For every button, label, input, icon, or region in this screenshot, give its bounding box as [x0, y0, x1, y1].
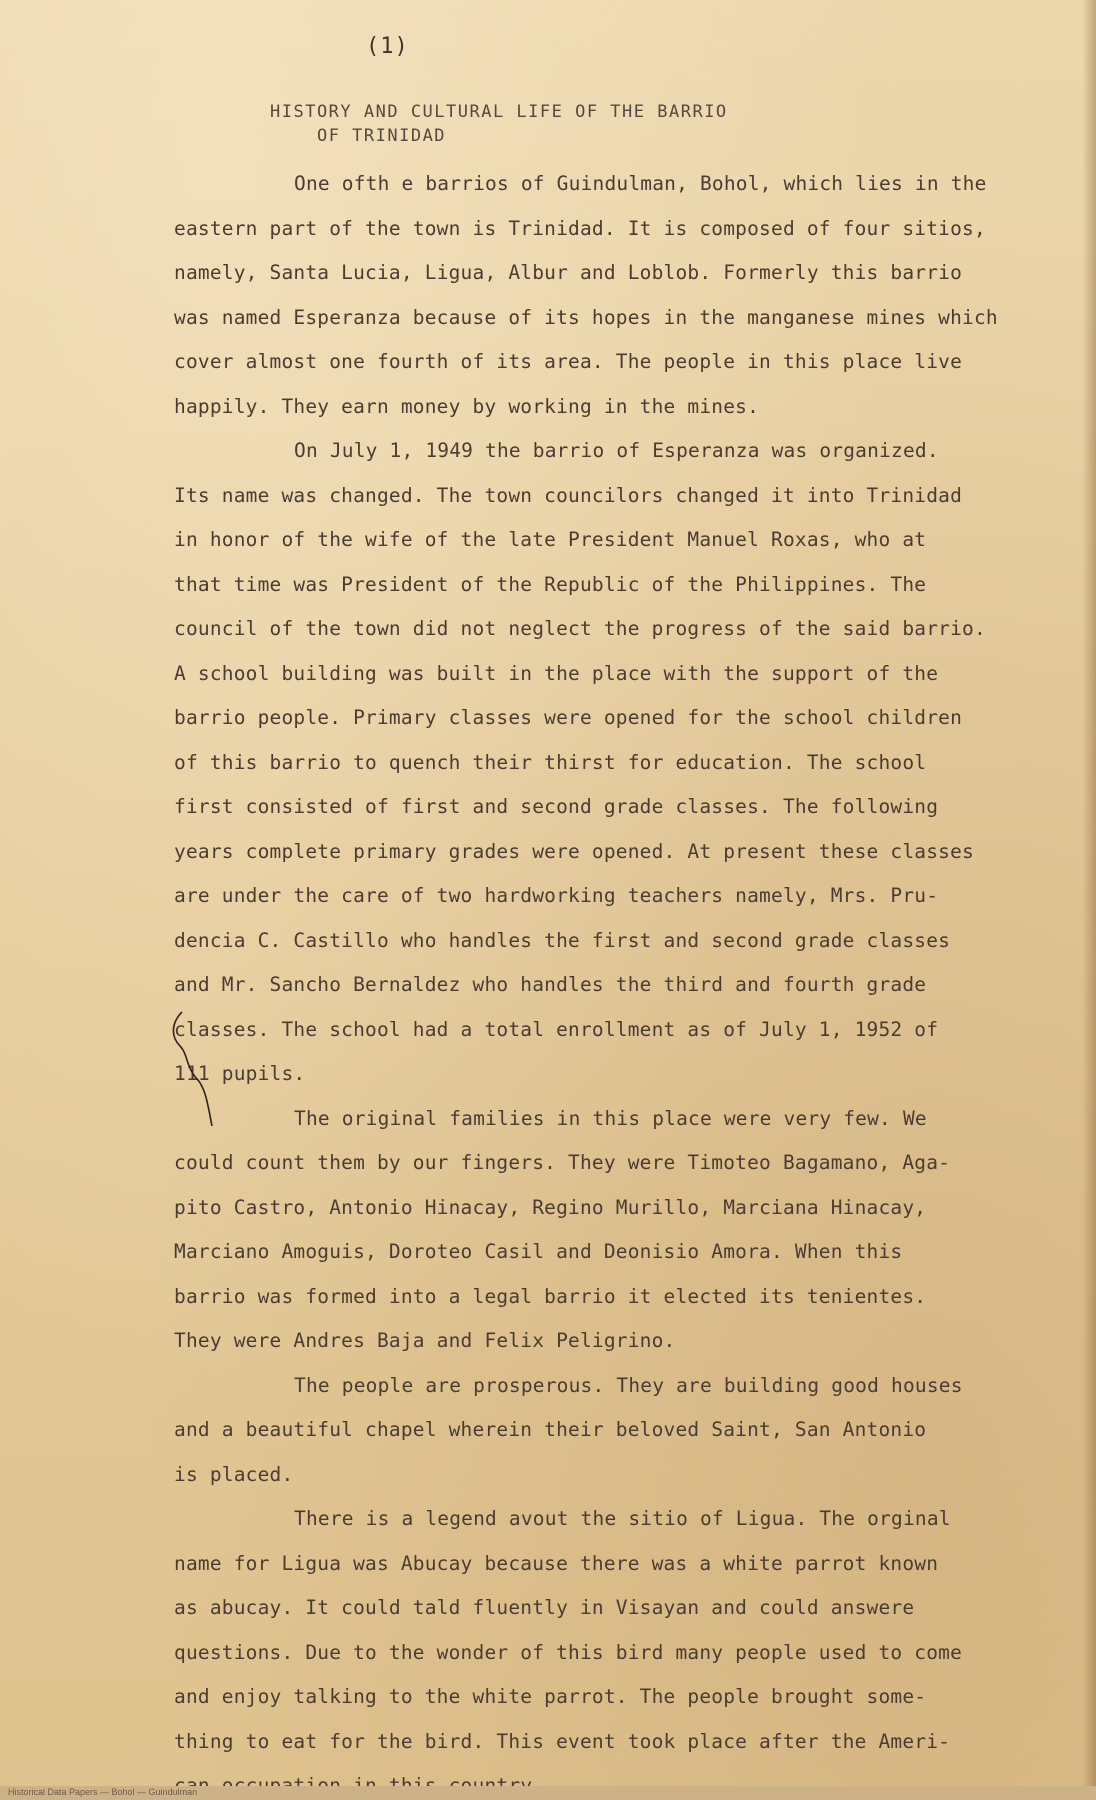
title-line-1: HISTORY AND CULTURAL LIFE OF THE BARRIO — [270, 102, 728, 122]
body-line: The people are prosperous. They are building good houses — [294, 1373, 963, 1397]
body-line: as abucay. It could tald fluently in Visayan and could answere — [174, 1596, 915, 1619]
body-line: of this barrio to quench their thirst for education. The school — [174, 750, 927, 774]
body-line: namely, Santa Lucia, Ligua, Albur and Loblob. Formerly this barrio — [174, 261, 963, 284]
body-line: are under the care of two hardworking teachers namely, Mrs. Pru- — [174, 884, 939, 907]
body-line: and Mr. Sancho Bernaldez who handles the third and fourth grade — [174, 973, 927, 996]
body-line: 111 pupils. — [174, 1062, 306, 1085]
body-line: is placed. — [174, 1462, 294, 1486]
body-line: eastern part of the town is Trinidad. It is composed of four sitios, — [174, 216, 986, 240]
body-line: and enjoy talking to the white parrot. The people brought some- — [174, 1685, 927, 1708]
body-line: years complete primary grades were opened. At present these classes — [174, 839, 974, 863]
page-number: (1) — [366, 34, 409, 59]
body-line: barrio people. Primary classes were opened for the school children — [174, 706, 963, 729]
body-line: was named Esperanza because of its hopes in the manganese mines which — [174, 305, 998, 329]
body-line: There is a legend avout the sitio of Ligua. The orginal — [294, 1507, 951, 1530]
title-line-2: OF TRINIDAD — [316, 126, 447, 146]
body-line: thing to eat for the bird. This event took place after the Ameri- — [174, 1729, 951, 1753]
body-line: classes. The school had a total enrollment as of July 1, 1952 of — [174, 1017, 939, 1041]
body-line: dencia C. Castillo who handles the first and second grade classes — [174, 928, 951, 952]
handwritten-margin-mark — [168, 1010, 228, 1130]
body-line: Its name was changed. The town councilors changed it into Trinidad — [174, 483, 963, 507]
document-title — [270, 100, 728, 148]
body-line: that time was President of the Republic of the Philippines. The — [174, 572, 927, 596]
body-line: in honor of the wife of the late President Manuel Roxas, who at — [174, 528, 927, 551]
body-line: first consisted of first and second grade classes. The following — [174, 795, 939, 818]
footer-caption: Historical Data Papers — Bohol — Guindulman — [8, 1787, 198, 1797]
body-line: pito Castro, Antonio Hinacay, Regino Murillo, Marciana Hinacay, — [174, 1195, 927, 1219]
body-line: Marciano Amoguis, Doroteo Casil and Deonisio Amora. When this — [174, 1240, 903, 1263]
body-line: barrio was formed into a legal barrio it elected its tenientes. — [174, 1284, 927, 1308]
body-line: council of the town did not neglect the progress of the said barrio. — [174, 617, 986, 640]
body-line: happily. They earn money by working in the mines. — [174, 394, 760, 418]
page-edge-shadow — [1082, 0, 1096, 1800]
body-line: On July 1, 1949 the barrio of Esperanza was organized. — [294, 439, 939, 462]
body-line: cover almost one fourth of its area. The people in this place live — [174, 350, 963, 373]
body-line: questions. Due to the wonder of this bird many people used to come — [174, 1640, 963, 1664]
body-line: The original families in this place were very few. We — [294, 1106, 927, 1130]
body-line: A school building was built in the place with the support of the — [174, 661, 939, 685]
body-line: name for Ligua was Abucay because there was a white parrot known — [174, 1551, 939, 1575]
body-line: could count them by our fingers. They were Timoteo Bagamano, Aga- — [174, 1151, 951, 1174]
body-line: and a beautiful chapel wherein their beloved Saint, San Antonio — [174, 1418, 927, 1441]
body-line: They were Andres Baja and Felix Peligrino. — [174, 1329, 676, 1352]
document-body — [174, 162, 1004, 1800]
body-line: One ofth e barrios of Guindulman, Bohol, which lies in the — [294, 172, 987, 195]
